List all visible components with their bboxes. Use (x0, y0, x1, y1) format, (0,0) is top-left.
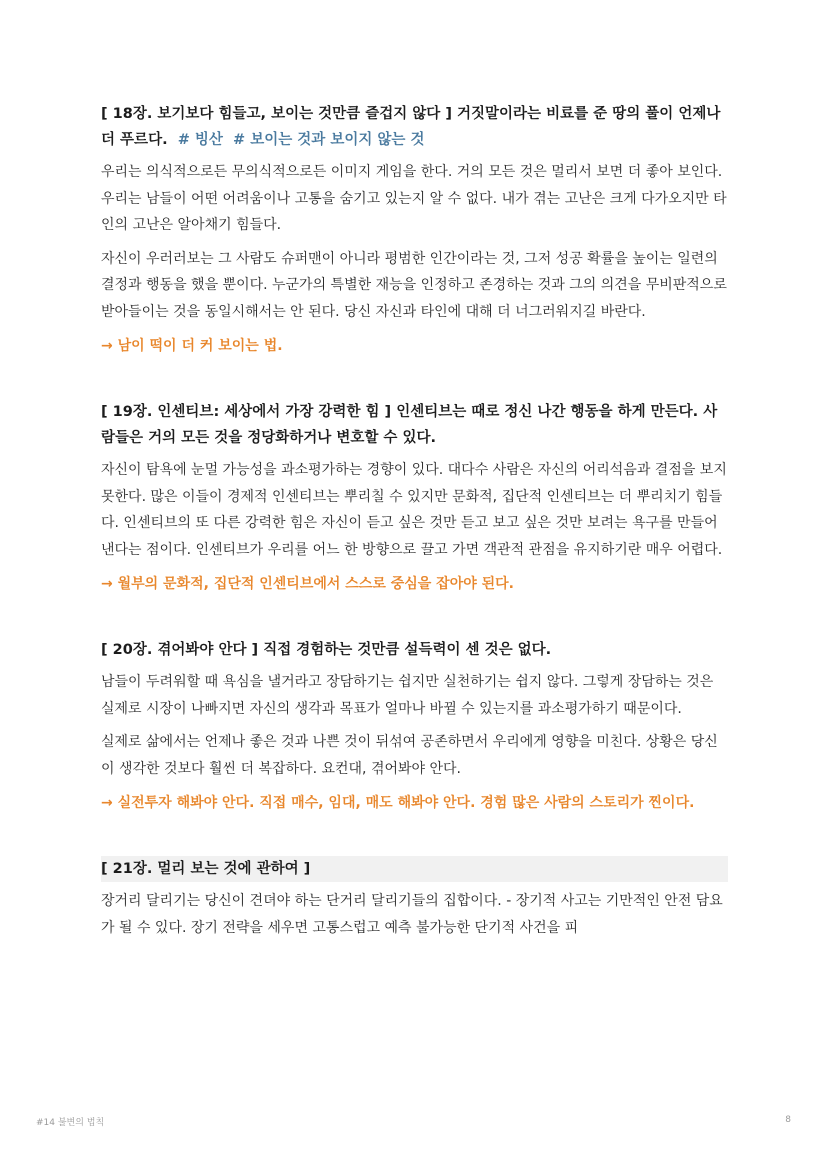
spacer (101, 359, 728, 399)
spacer (101, 816, 728, 856)
section-heading: [ 20장. 겪어봐야 안다 ] 직접 경험하는 것만큼 설득력이 센 것은 없다. (101, 642, 552, 658)
takeaway-note: → 월부의 문화적, 집단적 인센티브에서 스스로 중심을 잡아야 된다. (101, 576, 514, 592)
takeaway-note: → 실전투자 해봐야 안다. 직접 매수, 임대, 매도 해봐야 안다. 경험 많은 사람의 스토리가 찐이다. (101, 795, 695, 811)
paragraph: 자신이 탐욕에 눈멀 가능성을 과소평가하는 경향이 있다. 대다수 사람은 자신의 어리석음과 결점을 보지 못한다. 많은 이들이 경제적 인센티브는 뿌리칠 수 있지만 문화적, 집단적 인센티브는 더 뿌리치기 힘들다. 인센티브의 또 다른 강력한 힘은 자신이 듣고 싶은 것만 듣고 보고 싶은 것만 보려는 욕구를 만들어낸다는 점이다. 인센티브가 우리를 어느 한 방향으로 끌고 가면 객관적 관점을 유지하기란 매우 어렵다. (101, 462, 727, 558)
paragraph: 자신이 우러러보는 그 사람도 슈퍼맨이 아니라 평범한 인간이라는 것, 그저 성공 확률을 높이는 일련의 결정과 행동을 했을 뿐이다. 누군가의 특별한 재능을 인정하고 존경하는 것과 그의 의견을 무비판적으로 받아들이는 것을 동일시해서는 안 된다. 당신 자신과 타인에 대해 더 너그러워지길 바란다. (101, 250, 727, 320)
paragraph: 남들이 두려워할 때 욕심을 낼거라고 장담하기는 쉽지만 실천하기는 쉽지 않다. 그렇게 장담하는 것은 실제로 시장이 나빠지면 자신의 생각과 목표가 얼마나 바뀔 수 있는지를 과소평가하기 때문이다. (101, 674, 714, 717)
footer-book-title: #14 불변의 법칙 (36, 1118, 105, 1128)
heading-text: [ 18장. 보기보다 힘들고, 보이는 것만큼 즐겁지 않다 ] 거짓말이라는 비료를 준 땅의 풀이 언제나 더 푸르다. (101, 106, 721, 148)
page-number: 8 (785, 1115, 791, 1125)
section-18 (101, 101, 728, 359)
section-heading: [ 21장. 멀리 보는 것에 관하여 ] (101, 856, 728, 882)
section-21 (101, 856, 728, 941)
section-19 (101, 399, 728, 597)
document-body (101, 101, 728, 941)
spacer (101, 597, 728, 637)
section-heading (101, 101, 728, 153)
paragraph: 실제로 삶에서는 언제나 좋은 것과 나쁜 것이 뒤섞여 공존하면서 우리에게 영향을 미친다. 상황은 당신이 생각한 것보다 훨씬 더 복잡하다. 요컨대, 겪어봐야 안다. (101, 734, 718, 777)
takeaway-note: → 남이 떡이 더 커 보이는 법. (101, 338, 283, 354)
paragraph: 장거리 달리기는 당신이 견뎌야 하는 단거리 달리기들의 집합이다. - 장기적 사고는 기만적인 안전 담요가 될 수 있다. 장기 전략을 세우면 고통스럽고 예측 불가능한 단기적 사건을 피 (101, 893, 723, 936)
hashtag: # 보이는 것과 보이지 않는 것 (233, 132, 425, 148)
paragraph: 우리는 의식적으로든 무의식적으로든 이미지 게임을 한다. 거의 모든 것은 멀리서 보면 더 좋아 보인다. 우리는 남들이 어떤 어려움이나 고통을 숨기고 있는지 알 수 없다. 내가 겪는 고난은 크게 다가오지만 타인의 고난은 알아채기 힘들다. (101, 164, 727, 233)
section-heading: [ 19장. 인센티브: 세상에서 가장 강력한 힘 ] 인센티브는 때로 정신 나간 행동을 하게 만든다. 사람들은 거의 모든 것을 정당화하거나 변호할 수 있다. (101, 404, 718, 446)
hashtag: # 빙산 (177, 132, 223, 148)
section-20 (101, 637, 728, 816)
